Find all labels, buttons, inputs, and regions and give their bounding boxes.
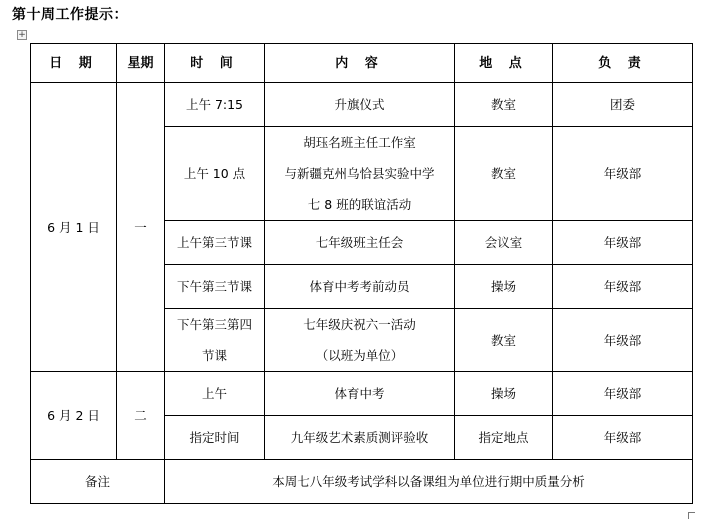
header-location: 地 点 bbox=[455, 44, 553, 83]
owner-cell: 年级部 bbox=[553, 309, 693, 372]
date-cell: 6 月 2 日 bbox=[31, 372, 117, 460]
header-content: 内 容 bbox=[265, 44, 455, 83]
location-cell: 会议室 bbox=[455, 221, 553, 265]
location-cell: 操场 bbox=[455, 265, 553, 309]
location-cell: 教室 bbox=[455, 127, 553, 221]
page-corner-mark bbox=[688, 512, 695, 519]
content-cell bbox=[265, 127, 455, 221]
header-owner: 负 责 bbox=[553, 44, 693, 83]
note-text: 本周七八年级考试学科以备课组为单位进行期中质量分析 bbox=[165, 460, 693, 504]
time-cell: 上午 10 点 bbox=[165, 127, 265, 221]
header-time: 时 间 bbox=[165, 44, 265, 83]
content-cell: 体育中考 bbox=[265, 372, 455, 416]
content-cell: 七年级班主任会 bbox=[265, 221, 455, 265]
date-cell: 6 月 1 日 bbox=[31, 83, 117, 372]
owner-cell: 年级部 bbox=[553, 372, 693, 416]
owner-cell: 年级部 bbox=[553, 127, 693, 221]
content-cell: 九年级艺术素质测评验收 bbox=[265, 416, 455, 460]
location-cell: 教室 bbox=[455, 309, 553, 372]
content-line: （以班为单位） bbox=[315, 348, 404, 363]
content-line: 七 8 班的联谊活动 bbox=[307, 197, 412, 212]
location-cell: 教室 bbox=[455, 83, 553, 127]
content-cell bbox=[265, 309, 455, 372]
owner-cell: 年级部 bbox=[553, 416, 693, 460]
header-row bbox=[31, 44, 693, 83]
time-line: 节课 bbox=[201, 348, 227, 363]
location-cell: 指定地点 bbox=[455, 416, 553, 460]
time-cell: 下午第三节课 bbox=[165, 265, 265, 309]
table-row bbox=[31, 372, 693, 416]
note-row bbox=[31, 460, 693, 504]
content-cell: 体育中考考前动员 bbox=[265, 265, 455, 309]
weekday-cell: 一 bbox=[117, 83, 165, 372]
table-row bbox=[31, 83, 693, 127]
time-cell bbox=[165, 309, 265, 372]
page-title: 第十周工作提示： bbox=[12, 7, 128, 23]
content-line: 与新疆克州乌恰县实验中学 bbox=[284, 166, 435, 181]
content-line: 七年级庆祝六一活动 bbox=[303, 317, 416, 332]
schedule-table bbox=[30, 43, 693, 504]
table-move-handle-icon[interactable]: + bbox=[18, 30, 26, 40]
time-cell: 指定时间 bbox=[165, 416, 265, 460]
content-cell: 升旗仪式 bbox=[265, 83, 455, 127]
owner-cell: 团委 bbox=[553, 83, 693, 127]
content-line: 胡珏名班主任工作室 bbox=[303, 135, 416, 150]
note-label: 备注 bbox=[31, 460, 165, 504]
time-line: 下午第三第四 bbox=[176, 317, 252, 332]
weekday-cell: 二 bbox=[117, 372, 165, 460]
location-cell: 操场 bbox=[455, 372, 553, 416]
header-weekday: 星期 bbox=[117, 44, 165, 83]
header-date: 日 期 bbox=[31, 44, 117, 83]
owner-cell: 年级部 bbox=[553, 221, 693, 265]
time-cell: 上午第三节课 bbox=[165, 221, 265, 265]
time-cell: 上午 7:15 bbox=[165, 83, 265, 127]
owner-cell: 年级部 bbox=[553, 265, 693, 309]
time-cell: 上午 bbox=[165, 372, 265, 416]
